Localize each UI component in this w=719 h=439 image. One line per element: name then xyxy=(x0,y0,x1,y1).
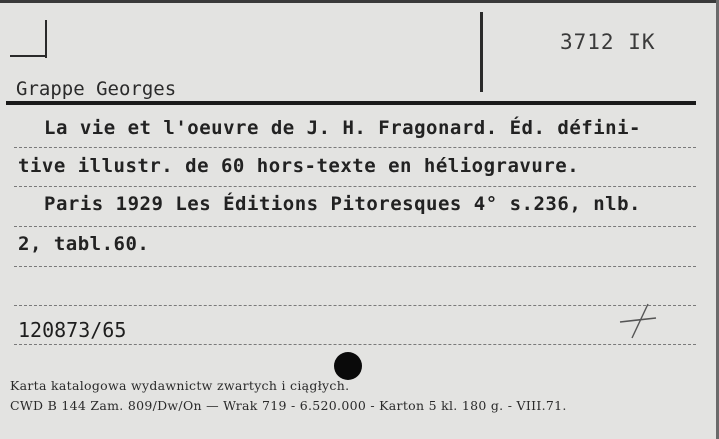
imprint-line: Paris 1929 Les Éditions Pitoresques 4° s.236, nlb. xyxy=(44,193,641,215)
corner-mark-horizontal xyxy=(10,55,47,57)
footer-line-2: CWD B 144 Zam. 809/Dw/On — Wrak 719 - 6.520.000 - Karton 5 kl. 180 g. - VIII.71. xyxy=(10,398,567,413)
ruled-line xyxy=(14,226,696,227)
handwritten-mark xyxy=(618,300,658,340)
corner-mark-vertical xyxy=(45,20,47,58)
ruled-line xyxy=(14,186,696,187)
author-heading: Grappe Georges xyxy=(16,78,177,100)
ruled-line xyxy=(14,344,696,345)
call-number: 3712 IK xyxy=(560,30,656,54)
punch-hole xyxy=(334,352,362,380)
accession-number: 120873/65 xyxy=(18,318,127,342)
card-top-edge xyxy=(0,0,719,3)
footer-line-1: Karta katalogowa wydawnictw zwartych i ciągłych. xyxy=(10,378,350,393)
title-line-1: La vie et l'oeuvre de J. H. Fragonard. Éd. défini- xyxy=(44,117,641,139)
heading-rule xyxy=(6,101,696,105)
header-divider xyxy=(480,12,483,92)
ruled-line xyxy=(14,266,696,267)
title-line-2: tive illustr. de 60 hors-texte en héliogravure. xyxy=(18,155,580,177)
ruled-line xyxy=(14,305,696,306)
collation-line: 2, tabl.60. xyxy=(18,233,150,255)
ruled-line xyxy=(14,147,696,148)
